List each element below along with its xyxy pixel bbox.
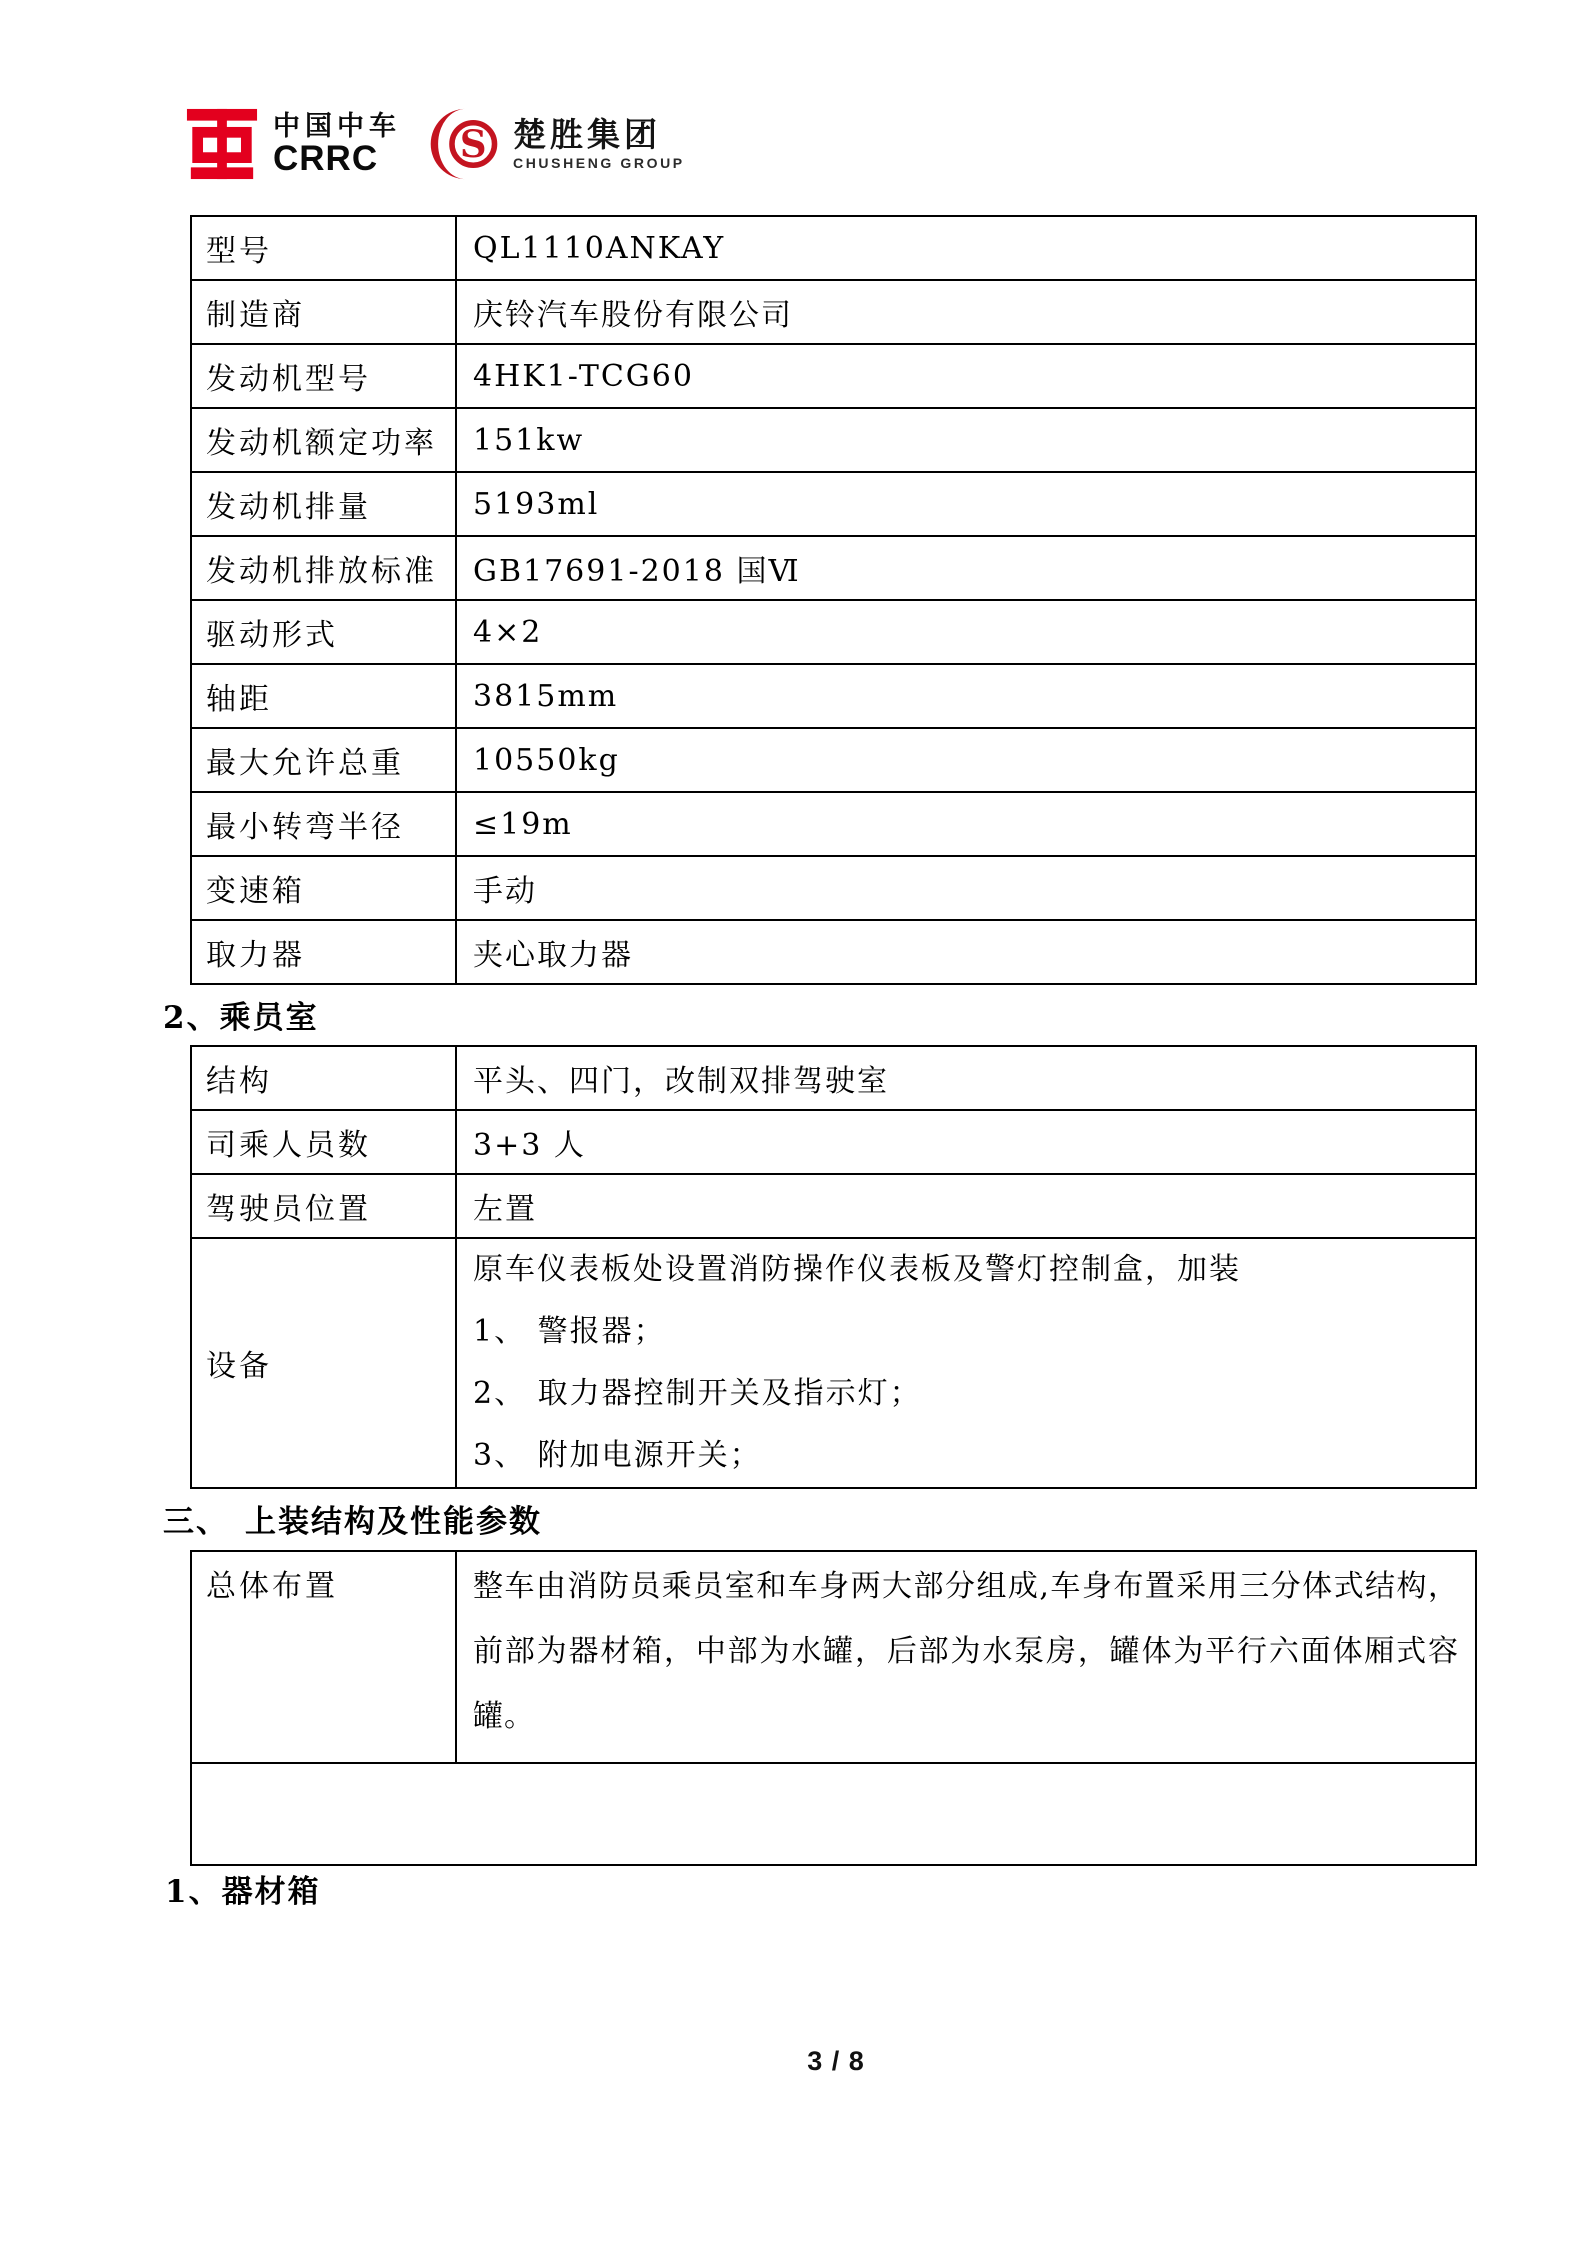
spec-value: 10550kg bbox=[456, 728, 1476, 792]
superstructure-table bbox=[190, 1550, 1477, 1866]
crrc-name-cn: 中国中车 bbox=[273, 111, 401, 142]
spec-value: 手动 bbox=[456, 856, 1476, 920]
chusheng-name-cn: 楚胜集团 bbox=[513, 115, 661, 154]
table-row bbox=[191, 472, 1476, 536]
spec-label: 发动机额定功率 bbox=[191, 408, 456, 472]
table-row bbox=[191, 280, 1476, 344]
crrc-name-en: CRRC bbox=[273, 139, 379, 178]
table-row-equipment bbox=[191, 1238, 1476, 1488]
spec-label: 制造商 bbox=[191, 280, 456, 344]
spec-value: 夹心取力器 bbox=[456, 920, 1476, 984]
crrc-logo-icon bbox=[185, 107, 259, 181]
spec-value: QL1110ANKAY bbox=[456, 216, 1476, 280]
chassis-spec-table bbox=[190, 215, 1477, 985]
section-number: 三、 bbox=[163, 1504, 229, 1540]
spec-value: 庆铃汽车股份有限公司 bbox=[456, 280, 1476, 344]
empty-cell bbox=[191, 1763, 1476, 1865]
chusheng-name-en: CHUSHENG GROUP bbox=[513, 155, 685, 171]
spec-label: 最大允许总重 bbox=[191, 728, 456, 792]
table-row bbox=[191, 856, 1476, 920]
chusheng-logo-text bbox=[513, 116, 685, 172]
spec-value: 151kw bbox=[456, 408, 1476, 472]
spec-value: 3+3 人 bbox=[456, 1110, 1476, 1174]
table-row bbox=[191, 536, 1476, 600]
spec-label: 设备 bbox=[191, 1238, 456, 1488]
spec-label: 最小转弯半径 bbox=[191, 792, 456, 856]
svg-text:S: S bbox=[459, 121, 487, 166]
section-heading-superstructure bbox=[163, 1496, 542, 1541]
spec-label: 驱动形式 bbox=[191, 600, 456, 664]
spec-label: 结构 bbox=[191, 1046, 456, 1110]
table-row bbox=[191, 920, 1476, 984]
spec-value: 4×2 bbox=[456, 600, 1476, 664]
table-row bbox=[191, 792, 1476, 856]
spec-value: ≤19m bbox=[456, 792, 1476, 856]
table-row bbox=[191, 216, 1476, 280]
spec-label: 司乘人员数 bbox=[191, 1110, 456, 1174]
spec-label: 变速箱 bbox=[191, 856, 456, 920]
table-row bbox=[191, 344, 1476, 408]
spec-label: 轴距 bbox=[191, 664, 456, 728]
section-heading-crew-cab: 2、乘员室 bbox=[163, 1000, 319, 1036]
page-number: 3 / 8 bbox=[807, 2046, 865, 2076]
chusheng-logo-icon bbox=[427, 106, 501, 182]
section-title-text: 上装结构及性能参数 bbox=[245, 1504, 542, 1540]
spec-label: 发动机型号 bbox=[191, 344, 456, 408]
table-row bbox=[191, 664, 1476, 728]
table-row bbox=[191, 600, 1476, 664]
equipment-line: 1、 警报器； bbox=[473, 1314, 666, 1349]
crrc-logo-text bbox=[273, 112, 401, 176]
table-row bbox=[191, 1174, 1476, 1238]
equipment-line: 原车仪表板处设置消防操作仪表板及警灯控制盒，加装 bbox=[473, 1252, 1241, 1287]
spec-label: 发动机排量 bbox=[191, 472, 456, 536]
table-row bbox=[191, 408, 1476, 472]
spec-label: 取力器 bbox=[191, 920, 456, 984]
table-row bbox=[191, 1046, 1476, 1110]
spec-value: 左置 bbox=[456, 1174, 1476, 1238]
spec-label: 型号 bbox=[191, 216, 456, 280]
spec-label: 总体布置 bbox=[191, 1551, 456, 1763]
layout-line: 整车由消防员乘员室和车身两大部分组成,车身布置采用三分体式结构， bbox=[473, 1569, 1459, 1604]
spec-label: 发动机排放标准 bbox=[191, 536, 456, 600]
table-row-empty bbox=[191, 1763, 1476, 1865]
layout-line: 前部为器材箱，中部为水罐，后部为水泵房，罐体为平行六面体厢式容 bbox=[473, 1634, 1459, 1669]
spec-value: GB17691-2018 国Ⅵ bbox=[456, 536, 1476, 600]
spec-value bbox=[456, 1238, 1476, 1488]
equipment-line: 3、 附加电源开关； bbox=[473, 1438, 762, 1473]
section-heading-equipment-box: 1、器材箱 bbox=[165, 1874, 321, 1910]
spec-value bbox=[456, 1551, 1476, 1763]
table-row bbox=[191, 1110, 1476, 1174]
table-row-layout bbox=[191, 1551, 1476, 1763]
spec-value: 3815mm bbox=[456, 664, 1476, 728]
table-row bbox=[191, 728, 1476, 792]
spec-value: 4HK1-TCG60 bbox=[456, 344, 1476, 408]
equipment-line: 2、 取力器控制开关及指示灯； bbox=[473, 1376, 922, 1411]
spec-value: 平头、四门，改制双排驾驶室 bbox=[456, 1046, 1476, 1110]
spec-value: 5193ml bbox=[456, 472, 1476, 536]
crew-cab-table bbox=[190, 1045, 1477, 1489]
logo-row bbox=[185, 106, 685, 182]
spec-label: 驾驶员位置 bbox=[191, 1174, 456, 1238]
layout-line: 罐。 bbox=[473, 1699, 535, 1734]
